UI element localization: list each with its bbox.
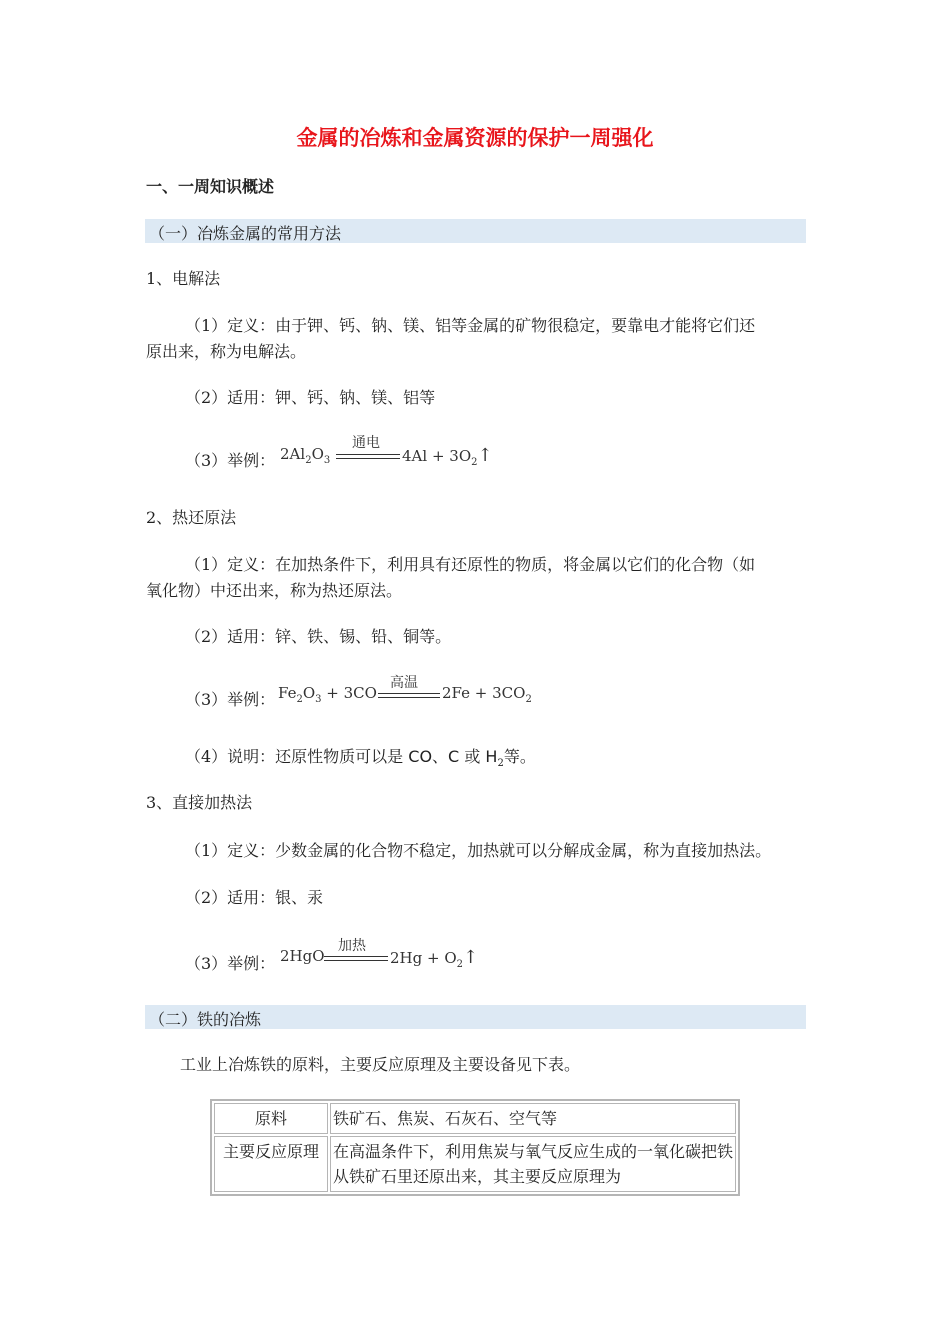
ironmaking-table [210,1099,740,1196]
subsection-title: （一）冶炼金属的常用方法 [149,224,342,243]
section-heading: 一、一周知识概述 [146,177,275,196]
definition-line: （1）定义：少数金属的化合物不稳定，加热就可以分解成金属，称为直接加热法。 [185,841,772,860]
example-label: （3）举例： [185,690,276,709]
reaction-condition: 高温 [390,675,418,691]
reaction-condition: 加热 [338,938,366,954]
table-row [214,1136,736,1192]
gas-arrow-icon: ↑ [477,445,493,466]
applicable-metals: （2）适用：钾、钙、钠、镁、铝等 [185,388,436,407]
table-row [214,1103,736,1134]
method-heading: 1、电解法 [146,269,221,288]
equals-line [378,693,440,698]
page-title: 金属的冶炼和金属资源的保护一周强化 [296,126,654,150]
example-label: （3）举例： [185,451,276,470]
example-label: （3）举例： [185,954,276,973]
chemical-equation: $2Al_2O_3$ 通电 $4Al + 3O_2↑$ [280,432,500,472]
intro-paragraph: 工业上冶炼铁的原料，主要反应原理及主要设备见下表。 [180,1055,581,1074]
method-heading: 3、直接加热法 [146,793,253,812]
subsection-band [145,1005,806,1029]
table-value-cell: 铁矿石、焦炭、石灰石、空气等 [330,1103,736,1134]
gas-arrow-icon: ↑ [463,947,479,968]
reaction-condition: 通电 [352,435,380,451]
definition-line: 氧化物）中还出来，称为热还原法。 [146,581,403,600]
table-value-cell: 在高温条件下，利用焦炭与氧气反应生成的一氧化碳把铁从铁矿石里还原出来，其主要反应原理为 [330,1136,736,1192]
table-key-cell: 原料 [214,1103,328,1134]
equals-line [324,956,388,961]
definition-line: （1）定义：在加热条件下，利用具有还原性的物质，将金属以它们的化合物（如 [185,555,756,574]
note-line: （4）说明：还原性物质可以是 CO、C 或 $H_2$等。 [185,747,536,770]
method-heading: 2、热还原法 [146,508,237,527]
chemical-equation: 2HgO 加热 $2Hg + O_2↑$ [280,935,490,975]
definition-line: （1）定义：由于钾、钙、钠、镁、铝等金属的矿物很稳定，要靠电才能将它们还 [185,316,756,335]
chemical-equation: $Fe_2O_3 + 3CO$ 高温 $2Fe + 3CO_2$ [278,672,538,712]
equals-line [336,454,400,459]
definition-line: 原出来，称为电解法。 [146,342,307,361]
table-key-cell: 主要反应原理 [214,1136,328,1192]
subsection-title: （二）铁的冶炼 [149,1010,262,1029]
subsection-band [145,219,806,243]
applicable-metals: （2）适用：银、汞 [185,888,324,907]
applicable-metals: （2）适用：锌、铁、锡、铅、铜等。 [185,627,452,646]
